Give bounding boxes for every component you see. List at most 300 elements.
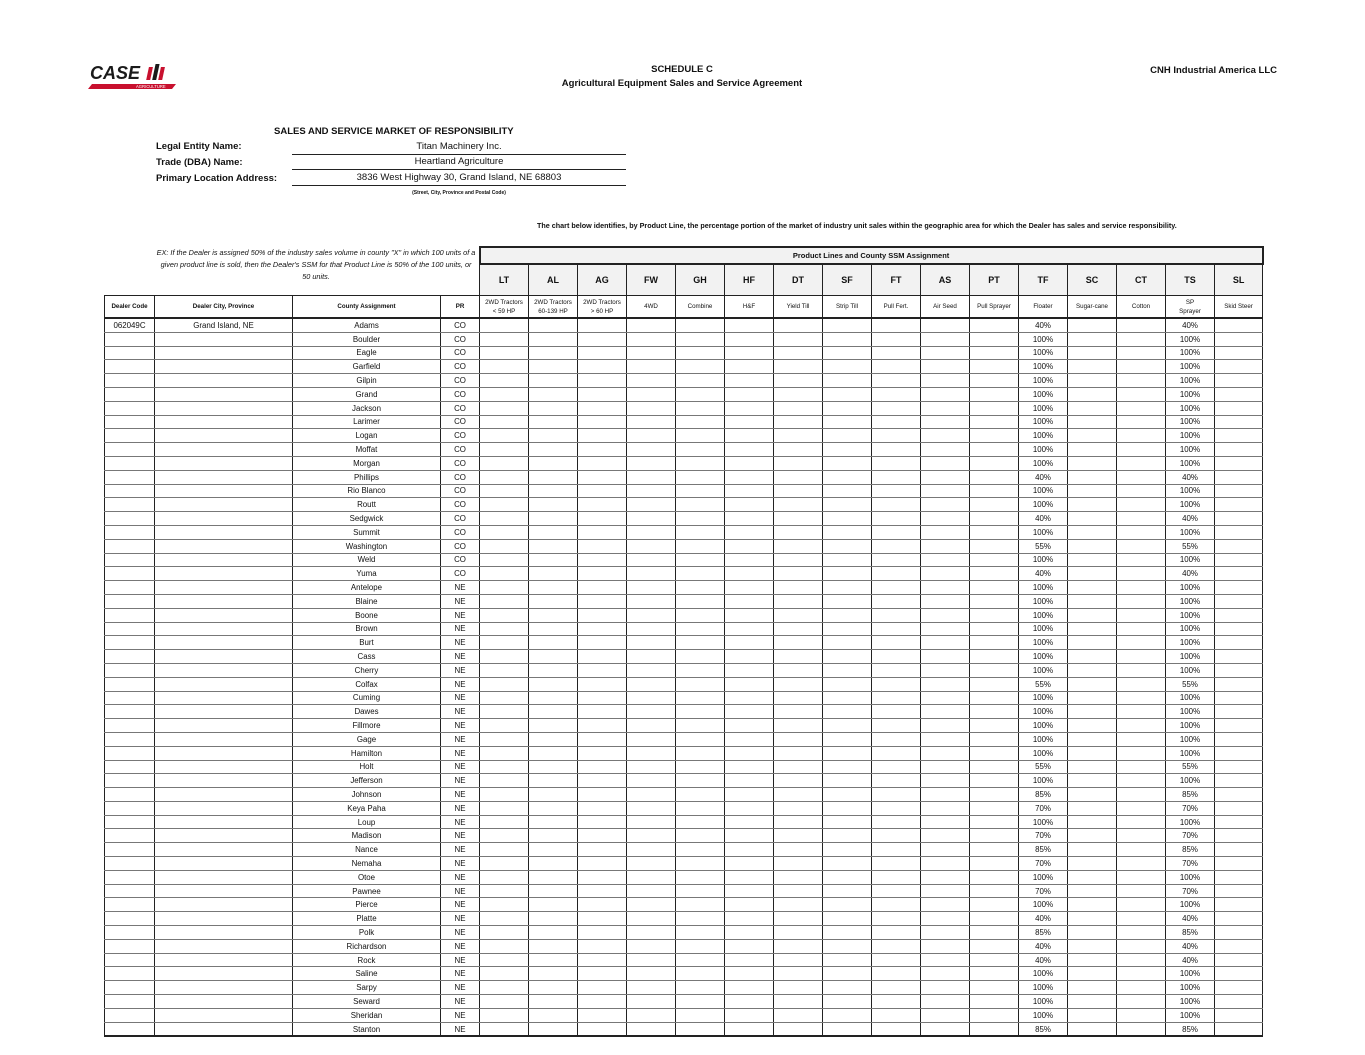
ssm-cell-dt <box>774 815 823 829</box>
ssm-cell-sl <box>1215 732 1263 746</box>
dealer-city-cell <box>155 663 293 677</box>
ssm-cell-sc <box>1068 926 1117 940</box>
ssm-cell-pt <box>970 884 1019 898</box>
dealer-city-cell <box>155 636 293 650</box>
col-line-ts <box>1166 296 1215 319</box>
ssm-cell-as <box>921 760 970 774</box>
ssm-cell-dt <box>774 332 823 346</box>
ssm-cell-ft <box>872 525 921 539</box>
ssm-cell-tf: 40% <box>1019 470 1068 484</box>
ssm-cell-ts: 70% <box>1166 884 1215 898</box>
col-line-text: Pull Sprayer <box>977 303 1011 310</box>
ssm-cell-sf <box>823 1008 872 1022</box>
ssm-cell-ct <box>1117 884 1166 898</box>
ssm-cell-fw <box>627 332 676 346</box>
ssm-cell-tf: 85% <box>1019 926 1068 940</box>
ssm-cell-dt <box>774 801 823 815</box>
table-row <box>105 995 1263 1009</box>
ssm-cell-lt <box>480 498 529 512</box>
table-row <box>105 318 1263 332</box>
ssm-cell-pt <box>970 981 1019 995</box>
ssm-cell-hf <box>725 981 774 995</box>
ssm-cell-pt <box>970 608 1019 622</box>
ssm-cell-sl <box>1215 581 1263 595</box>
ssm-cell-dt <box>774 870 823 884</box>
ssm-cell-ts: 40% <box>1166 470 1215 484</box>
ssm-cell-ft <box>872 663 921 677</box>
ssm-cell-pt <box>970 926 1019 940</box>
dealer-city-cell <box>155 995 293 1009</box>
table-row <box>105 843 1263 857</box>
ssm-cell-gh <box>676 622 725 636</box>
county-cell: Summit <box>293 525 441 539</box>
ssm-cell-lt <box>480 387 529 401</box>
ssm-cell-dt <box>774 512 823 526</box>
ssm-cell-ts: 40% <box>1166 567 1215 581</box>
ssm-cell-pt <box>970 484 1019 498</box>
county-cell: Boone <box>293 608 441 622</box>
pr-cell: CO <box>441 346 480 360</box>
ssm-cell-sc <box>1068 332 1117 346</box>
ssm-cell-gh <box>676 415 725 429</box>
pr-cell: NE <box>441 636 480 650</box>
ssm-cell-ts: 100% <box>1166 484 1215 498</box>
ssm-cell-sc <box>1068 484 1117 498</box>
table-row <box>105 456 1263 470</box>
col-line-hf <box>725 296 774 319</box>
ssm-cell-ct <box>1117 926 1166 940</box>
ssm-cell-ct <box>1117 415 1166 429</box>
ssm-cell-as <box>921 594 970 608</box>
ssm-cell-ts: 100% <box>1166 525 1215 539</box>
ssm-cell-dt <box>774 346 823 360</box>
ssm-cell-gh <box>676 346 725 360</box>
ssm-cell-hf <box>725 650 774 664</box>
ssm-cell-pt <box>970 663 1019 677</box>
ssm-cell-dt <box>774 415 823 429</box>
dealer-code-cell <box>105 443 155 457</box>
dealer-city-cell <box>155 456 293 470</box>
ssm-cell-hf <box>725 953 774 967</box>
ssm-cell-as <box>921 829 970 843</box>
dealer-code-cell <box>105 691 155 705</box>
ssm-cell-sc <box>1068 898 1117 912</box>
ssm-cell-al <box>529 953 578 967</box>
ssm-cell-sl <box>1215 567 1263 581</box>
pr-cell: NE <box>441 857 480 871</box>
ssm-cell-fw <box>627 801 676 815</box>
ssm-cell-tf: 100% <box>1019 415 1068 429</box>
pr-cell: CO <box>441 456 480 470</box>
ssm-cell-sf <box>823 636 872 650</box>
ssm-cell-fw <box>627 498 676 512</box>
col-pr: PR <box>441 296 480 319</box>
ssm-cell-as <box>921 898 970 912</box>
dealer-code-cell <box>105 429 155 443</box>
ssm-cell-lt <box>480 512 529 526</box>
dealer-city-cell <box>155 691 293 705</box>
dealer-city-cell <box>155 401 293 415</box>
ssm-cell-ts: 85% <box>1166 926 1215 940</box>
dealer-city-cell <box>155 677 293 691</box>
ssm-cell-pt <box>970 512 1019 526</box>
product-code-sc: SC <box>1068 264 1117 296</box>
col-line-text: Cotton <box>1131 303 1151 310</box>
legal-entity-value: Titan Machinery Inc. <box>292 140 626 155</box>
ssm-cell-hf <box>725 332 774 346</box>
dealer-city-cell <box>155 705 293 719</box>
ssm-cell-as <box>921 443 970 457</box>
ssm-cell-as <box>921 857 970 871</box>
ssm-cell-sf <box>823 967 872 981</box>
ssm-cell-tf: 100% <box>1019 774 1068 788</box>
ssm-cell-ts: 100% <box>1166 691 1215 705</box>
ssm-cell-lt <box>480 429 529 443</box>
county-cell: Phillips <box>293 470 441 484</box>
ssm-cell-gh <box>676 995 725 1009</box>
dealer-code-cell <box>105 594 155 608</box>
ssm-cell-dt <box>774 567 823 581</box>
ssm-cell-ts: 55% <box>1166 677 1215 691</box>
ssm-cell-tf: 100% <box>1019 898 1068 912</box>
dealer-city-cell <box>155 857 293 871</box>
ssm-cell-al <box>529 1022 578 1036</box>
ssm-cell-sl <box>1215 1008 1263 1022</box>
ssm-cell-ct <box>1117 829 1166 843</box>
ssm-cell-sf <box>823 884 872 898</box>
pr-cell: CO <box>441 429 480 443</box>
ssm-cell-gh <box>676 567 725 581</box>
ssm-cell-tf: 100% <box>1019 346 1068 360</box>
county-cell: Eagle <box>293 346 441 360</box>
pr-cell: NE <box>441 926 480 940</box>
ssm-cell-gh <box>676 815 725 829</box>
ssm-cell-lt <box>480 636 529 650</box>
ssm-cell-tf: 100% <box>1019 360 1068 374</box>
ssm-cell-sc <box>1068 953 1117 967</box>
ssm-cell-ft <box>872 512 921 526</box>
ssm-cell-tf: 100% <box>1019 374 1068 388</box>
pr-cell: NE <box>441 1008 480 1022</box>
ssm-cell-lt <box>480 318 529 332</box>
ssm-cell-al <box>529 815 578 829</box>
ssm-cell-sc <box>1068 705 1117 719</box>
col-line-gh <box>676 296 725 319</box>
ssm-cell-al <box>529 981 578 995</box>
ssm-cell-tf: 100% <box>1019 746 1068 760</box>
ssm-cell-dt <box>774 581 823 595</box>
dealer-city-cell <box>155 732 293 746</box>
table-row <box>105 443 1263 457</box>
county-cell: Jackson <box>293 401 441 415</box>
ssm-cell-dt <box>774 995 823 1009</box>
ssm-cell-al <box>529 1008 578 1022</box>
ssm-cell-sc <box>1068 387 1117 401</box>
col-line-text: Combine <box>687 303 713 310</box>
dealer-code-cell <box>105 815 155 829</box>
ssm-table <box>104 246 1264 1037</box>
dealer-city-cell <box>155 967 293 981</box>
dealer-code-cell <box>105 512 155 526</box>
ssm-cell-pt <box>970 443 1019 457</box>
county-cell: Polk <box>293 926 441 940</box>
ssm-cell-ag <box>578 456 627 470</box>
ssm-cell-gh <box>676 829 725 843</box>
dealer-code-cell <box>105 374 155 388</box>
ssm-cell-fw <box>627 857 676 871</box>
ssm-cell-al <box>529 484 578 498</box>
ssm-cell-ag <box>578 650 627 664</box>
dealer-city-cell <box>155 884 293 898</box>
ssm-cell-ft <box>872 926 921 940</box>
ssm-cell-sc <box>1068 374 1117 388</box>
col-line-pt <box>970 296 1019 319</box>
ssm-cell-ts: 100% <box>1166 456 1215 470</box>
ssm-cell-pt <box>970 691 1019 705</box>
ssm-cell-hf <box>725 553 774 567</box>
ssm-cell-lt <box>480 525 529 539</box>
ssm-cell-ag <box>578 939 627 953</box>
dealer-code-cell <box>105 332 155 346</box>
ssm-cell-as <box>921 815 970 829</box>
ssm-cell-dt <box>774 898 823 912</box>
ssm-cell-sl <box>1215 939 1263 953</box>
ssm-cell-ct <box>1117 484 1166 498</box>
ssm-cell-ft <box>872 760 921 774</box>
ssm-cell-dt <box>774 374 823 388</box>
ssm-cell-lt <box>480 705 529 719</box>
ssm-cell-dt <box>774 539 823 553</box>
ssm-cell-sl <box>1215 512 1263 526</box>
ssm-cell-ts: 100% <box>1166 1008 1215 1022</box>
ssm-cell-sc <box>1068 318 1117 332</box>
ssm-cell-ft <box>872 650 921 664</box>
ssm-cell-ft <box>872 360 921 374</box>
dealer-city-cell <box>155 387 293 401</box>
ssm-cell-hf <box>725 995 774 1009</box>
table-row <box>105 884 1263 898</box>
ssm-cell-sc <box>1068 1022 1117 1036</box>
ssm-cell-ft <box>872 581 921 595</box>
ssm-cell-hf <box>725 788 774 802</box>
table-row <box>105 705 1263 719</box>
ssm-cell-ag <box>578 387 627 401</box>
ssm-cell-ct <box>1117 953 1166 967</box>
chart-note: The chart below identifies, by Product Line, the percentage portion of the market of industry unit sales within the geographic area for which the Dealer has sales and service responsibility. <box>537 221 1177 230</box>
ssm-cell-ft <box>872 801 921 815</box>
dealer-code-cell <box>105 539 155 553</box>
ssm-cell-sl <box>1215 677 1263 691</box>
col-line-text: 4WD <box>644 303 658 310</box>
ssm-cell-ct <box>1117 581 1166 595</box>
legal-entity-label: Legal Entity Name: <box>156 141 242 152</box>
dealer-city-cell <box>155 608 293 622</box>
dealer-code-cell <box>105 456 155 470</box>
ssm-cell-hf <box>725 622 774 636</box>
ssm-cell-ft <box>872 318 921 332</box>
ssm-cell-gh <box>676 926 725 940</box>
ssm-cell-tf: 70% <box>1019 884 1068 898</box>
county-cell: Brown <box>293 622 441 636</box>
ssm-cell-gh <box>676 981 725 995</box>
ssm-cell-as <box>921 498 970 512</box>
ssm-cell-sl <box>1215 318 1263 332</box>
ssm-cell-sc <box>1068 594 1117 608</box>
ssm-cell-ft <box>872 829 921 843</box>
county-cell: Johnson <box>293 788 441 802</box>
pr-cell: NE <box>441 870 480 884</box>
table-row <box>105 498 1263 512</box>
ssm-cell-sf <box>823 870 872 884</box>
county-cell: Boulder <box>293 332 441 346</box>
dealer-code-cell <box>105 774 155 788</box>
ssm-cell-gh <box>676 401 725 415</box>
ssm-cell-sc <box>1068 995 1117 1009</box>
dealer-code-cell <box>105 622 155 636</box>
ssm-cell-sl <box>1215 387 1263 401</box>
dealer-code-cell <box>105 1022 155 1036</box>
county-cell: Sheridan <box>293 1008 441 1022</box>
ssm-cell-hf <box>725 815 774 829</box>
ssm-cell-ts: 55% <box>1166 760 1215 774</box>
table-row <box>105 484 1263 498</box>
dealer-city-cell <box>155 912 293 926</box>
ssm-cell-al <box>529 774 578 788</box>
ssm-cell-sf <box>823 760 872 774</box>
col-line-text: Air Seed <box>933 303 957 310</box>
ssm-cell-ts: 100% <box>1166 498 1215 512</box>
county-cell: Cherry <box>293 663 441 677</box>
ssm-cell-pt <box>970 374 1019 388</box>
ssm-cell-sl <box>1215 374 1263 388</box>
ssm-cell-ct <box>1117 691 1166 705</box>
ssm-cell-tf: 40% <box>1019 912 1068 926</box>
address-hint: (Street, City, Province and Postal Code) <box>412 190 506 196</box>
pr-cell: CO <box>441 318 480 332</box>
ssm-cell-as <box>921 525 970 539</box>
col-line-text: Pull Fert. <box>883 303 909 310</box>
ssm-cell-pt <box>970 594 1019 608</box>
ssm-cell-lt <box>480 401 529 415</box>
ssm-cell-sf <box>823 663 872 677</box>
dealer-city-cell <box>155 801 293 815</box>
county-cell: Loup <box>293 815 441 829</box>
ssm-cell-lt <box>480 912 529 926</box>
table-row <box>105 360 1263 374</box>
ssm-cell-ag <box>578 429 627 443</box>
ssm-cell-gh <box>676 760 725 774</box>
ssm-cell-ft <box>872 636 921 650</box>
ssm-cell-ts: 100% <box>1166 705 1215 719</box>
ssm-cell-al <box>529 539 578 553</box>
ssm-cell-pt <box>970 456 1019 470</box>
ssm-cell-ts: 100% <box>1166 774 1215 788</box>
dealer-city-cell <box>155 898 293 912</box>
ssm-cell-ts: 100% <box>1166 360 1215 374</box>
ssm-cell-ag <box>578 332 627 346</box>
ssm-cell-as <box>921 953 970 967</box>
pr-cell: CO <box>441 525 480 539</box>
ssm-cell-ft <box>872 608 921 622</box>
ssm-cell-ct <box>1117 815 1166 829</box>
ssm-cell-al <box>529 415 578 429</box>
ssm-cell-gh <box>676 967 725 981</box>
ssm-cell-al <box>529 760 578 774</box>
ssm-cell-sc <box>1068 774 1117 788</box>
ssm-cell-as <box>921 318 970 332</box>
ssm-cell-ag <box>578 760 627 774</box>
ssm-cell-fw <box>627 567 676 581</box>
ssm-cell-ts: 100% <box>1166 898 1215 912</box>
county-cell: Garfield <box>293 360 441 374</box>
table-row <box>105 760 1263 774</box>
ssm-cell-sf <box>823 512 872 526</box>
ssm-cell-sf <box>823 953 872 967</box>
table-row <box>105 594 1263 608</box>
county-cell: Otoe <box>293 870 441 884</box>
col-line-as <box>921 296 970 319</box>
ssm-cell-al <box>529 967 578 981</box>
dealer-city-cell <box>155 788 293 802</box>
ssm-cell-sl <box>1215 636 1263 650</box>
ssm-cell-tf: 100% <box>1019 608 1068 622</box>
col-line-ct <box>1117 296 1166 319</box>
ssm-cell-fw <box>627 939 676 953</box>
pr-cell: CO <box>441 443 480 457</box>
ssm-cell-hf <box>725 594 774 608</box>
example-note: EX: If the Dealer is assigned 50% of the industry sales volume in county "X" in which 100 units of a given product line is sold, then the Dealer's SSM for that Product Line is 50% of the 100 units, or 50 units. <box>156 248 476 281</box>
ssm-cell-al <box>529 498 578 512</box>
pr-cell: NE <box>441 705 480 719</box>
ssm-cell-fw <box>627 884 676 898</box>
ssm-cell-ct <box>1117 553 1166 567</box>
company-name: CNH Industrial America LLC <box>1150 65 1277 76</box>
ssm-cell-sc <box>1068 1008 1117 1022</box>
col-line-text: SP <box>1185 298 1195 306</box>
ssm-cell-as <box>921 650 970 664</box>
ssm-cell-tf: 100% <box>1019 691 1068 705</box>
ssm-cell-ag <box>578 498 627 512</box>
ssm-cell-ag <box>578 788 627 802</box>
ssm-cell-as <box>921 995 970 1009</box>
ssm-cell-ag <box>578 360 627 374</box>
ssm-cell-gh <box>676 470 725 484</box>
ssm-cell-pt <box>970 995 1019 1009</box>
dealer-code-cell <box>105 732 155 746</box>
table-row <box>105 732 1263 746</box>
dealer-city-cell <box>155 843 293 857</box>
ssm-cell-ft <box>872 443 921 457</box>
ssm-cell-fw <box>627 401 676 415</box>
ssm-cell-as <box>921 608 970 622</box>
col-dealer-city: Dealer City, Province <box>155 296 293 319</box>
ssm-cell-ft <box>872 567 921 581</box>
table-row <box>105 1022 1263 1036</box>
ssm-cell-fw <box>627 829 676 843</box>
col-line-text: 2WD Tractors <box>485 298 523 306</box>
ssm-cell-as <box>921 788 970 802</box>
ssm-cell-sf <box>823 650 872 664</box>
ssm-cell-fw <box>627 622 676 636</box>
ssm-cell-pt <box>970 732 1019 746</box>
ssm-cell-pt <box>970 788 1019 802</box>
ssm-cell-ct <box>1117 912 1166 926</box>
ssm-cell-fw <box>627 415 676 429</box>
dealer-code-cell <box>105 788 155 802</box>
ssm-cell-ft <box>872 401 921 415</box>
ssm-cell-sl <box>1215 926 1263 940</box>
ssm-cell-gh <box>676 719 725 733</box>
